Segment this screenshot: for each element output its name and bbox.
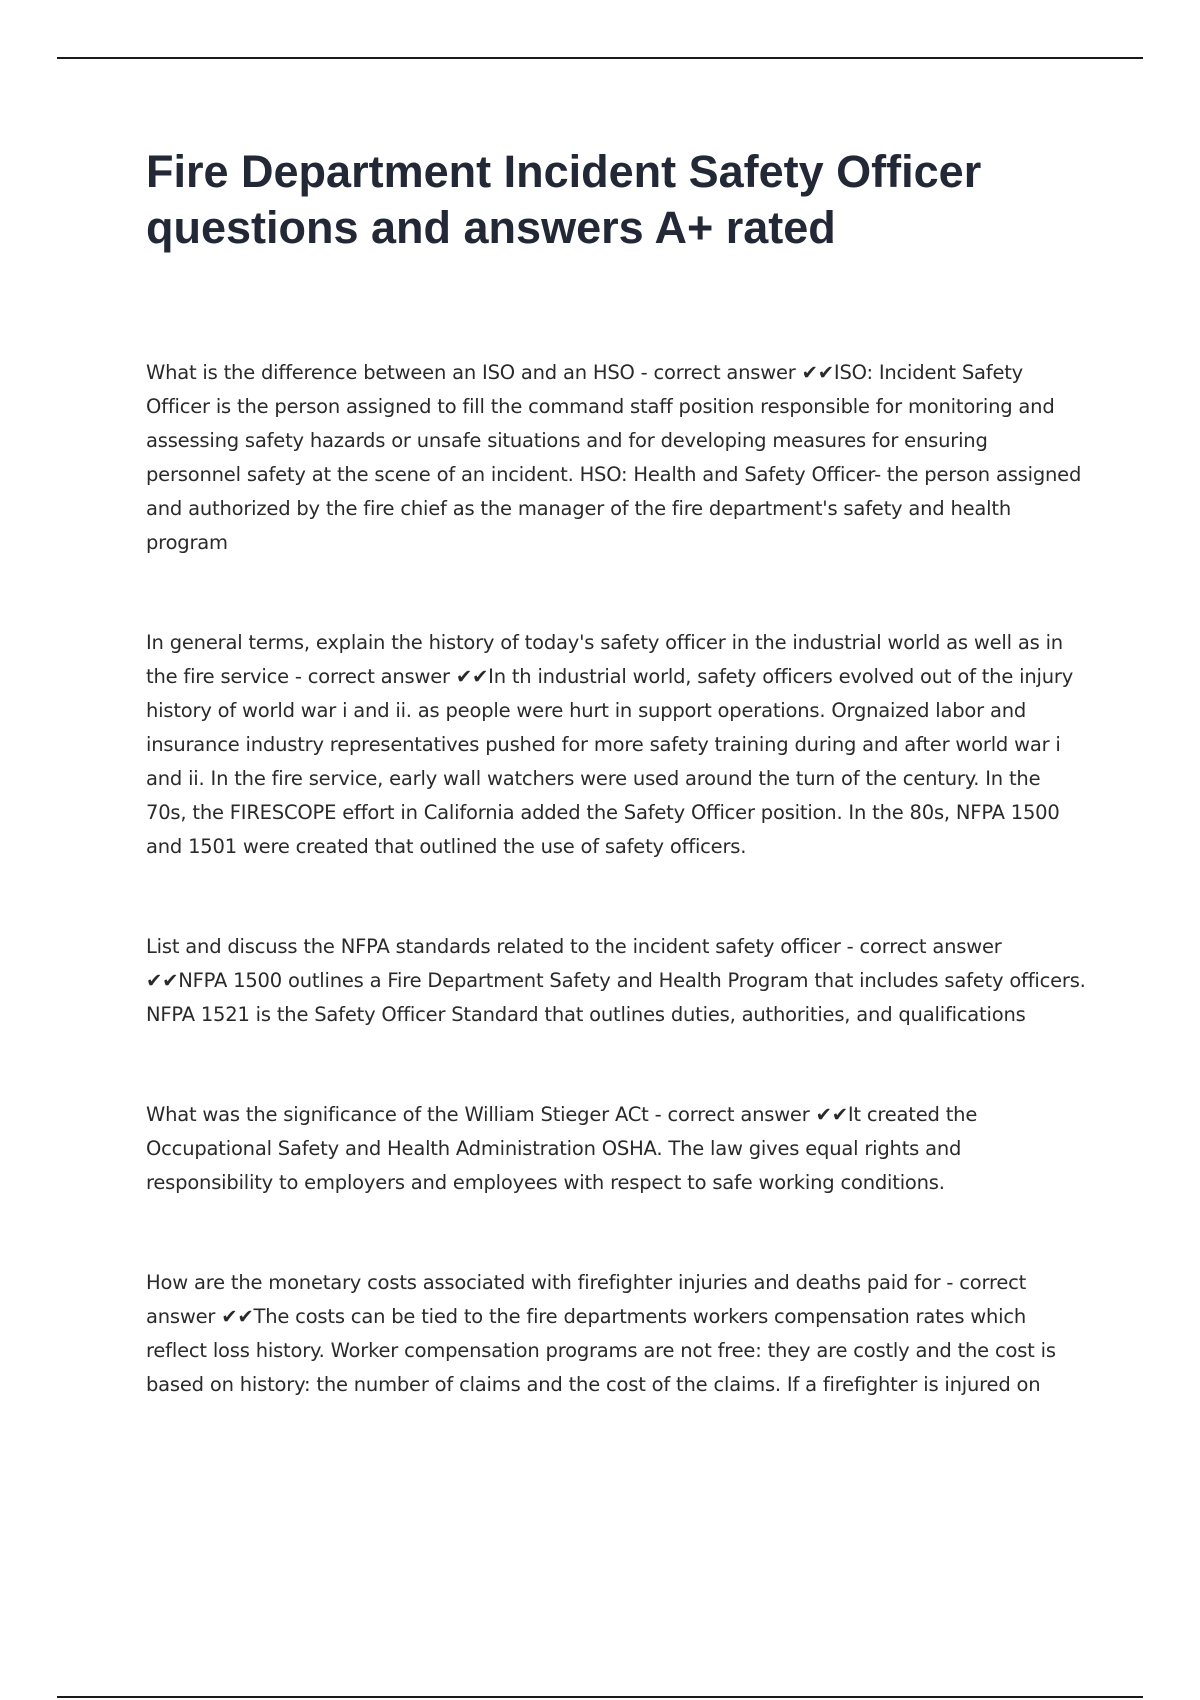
question-text: What is the difference between an ISO and an HSO [146,361,635,384]
answer-text: It created the Occupational Safety and Health Administration OSHA. The law gives equal rights and responsibility to employers and employees with respect to safe working conditions. [146,1103,978,1194]
qa-item-nfpa-standards [146,930,1086,1032]
answer-text: In th industrial world, safety officers evolved out of the injury history of world war i and ii. as people were hurt in support operations. Orgnaized labor and insurance industry representatives pushed for more safety training during and after world war i and ii. In the fire service, early wall watchers were used around the turn of the century. In the 70s, the FIRESCOPE effort in California added the Safety Officer position. In the 80s, NFPA 1500 and 1501 were created that outlined the use of safety officers. [146,665,1074,858]
checkmark-icon: ✔✔ [801,361,834,384]
answer-separator: - correct answer [634,361,802,384]
checkmark-icon: ✔✔ [221,1305,254,1328]
answer-separator: - correct answer [146,1271,1027,1328]
qa-item-william-stieger-act [146,1098,1086,1200]
bottom-horizontal-rule [57,1696,1143,1698]
answer-separator: - correct answer [288,665,456,688]
question-text: List and discuss the NFPA standards related to the incident safety officer [146,935,841,958]
checkmark-icon: ✔✔ [455,665,489,688]
question-text: How are the monetary costs associated with firefighter injuries and deaths paid for [146,1271,941,1294]
answer-text: NFPA 1500 outlines a Fire Department Safety and Health Program that includes safety officers. NFPA 1521 is the Safety Officer Standard that outlines duties, authorities, and qualifications [146,969,1086,1026]
checkmark-icon: ✔✔ [146,969,179,992]
answer-text: ISO: Incident Safety Officer is the person assigned to fill the command staff position responsible for monitoring and assessing safety hazards or unsafe situations and for developing measures for ensuring personnel safety at the scene of an incident. HSO: Health and Safety Officer- the person assigned and authorized by the fire chief as the manager of the fire department's safety and health program [146,361,1082,554]
qa-item-monetary-costs [146,1266,1086,1402]
top-horizontal-rule [57,57,1143,59]
document-title: Fire Department Incident Safety Officer questions and answers A+ rated [146,146,982,253]
answer-separator: - correct answer [648,1103,816,1126]
qa-item-iso-vs-hso [146,356,1086,560]
document-body [146,144,1086,1468]
question-text: What was the significance of the William Stieger ACt [146,1103,649,1126]
qa-item-safety-officer-history [146,626,1086,864]
answer-separator: - correct answer [840,935,1002,958]
checkmark-icon: ✔✔ [815,1103,848,1126]
question-text: In general terms, explain the history of today's safety officer in the industrial world as well as in the fire service [146,631,1063,688]
answer-text: The costs can be tied to the fire departments workers compensation rates which reflect loss history. Worker compensation programs are not free: they are costly and the cost is based on history: the number of claims and the cost of the claims. If a firefighter is injured on [146,1305,1056,1396]
qa-list [146,356,1086,1402]
